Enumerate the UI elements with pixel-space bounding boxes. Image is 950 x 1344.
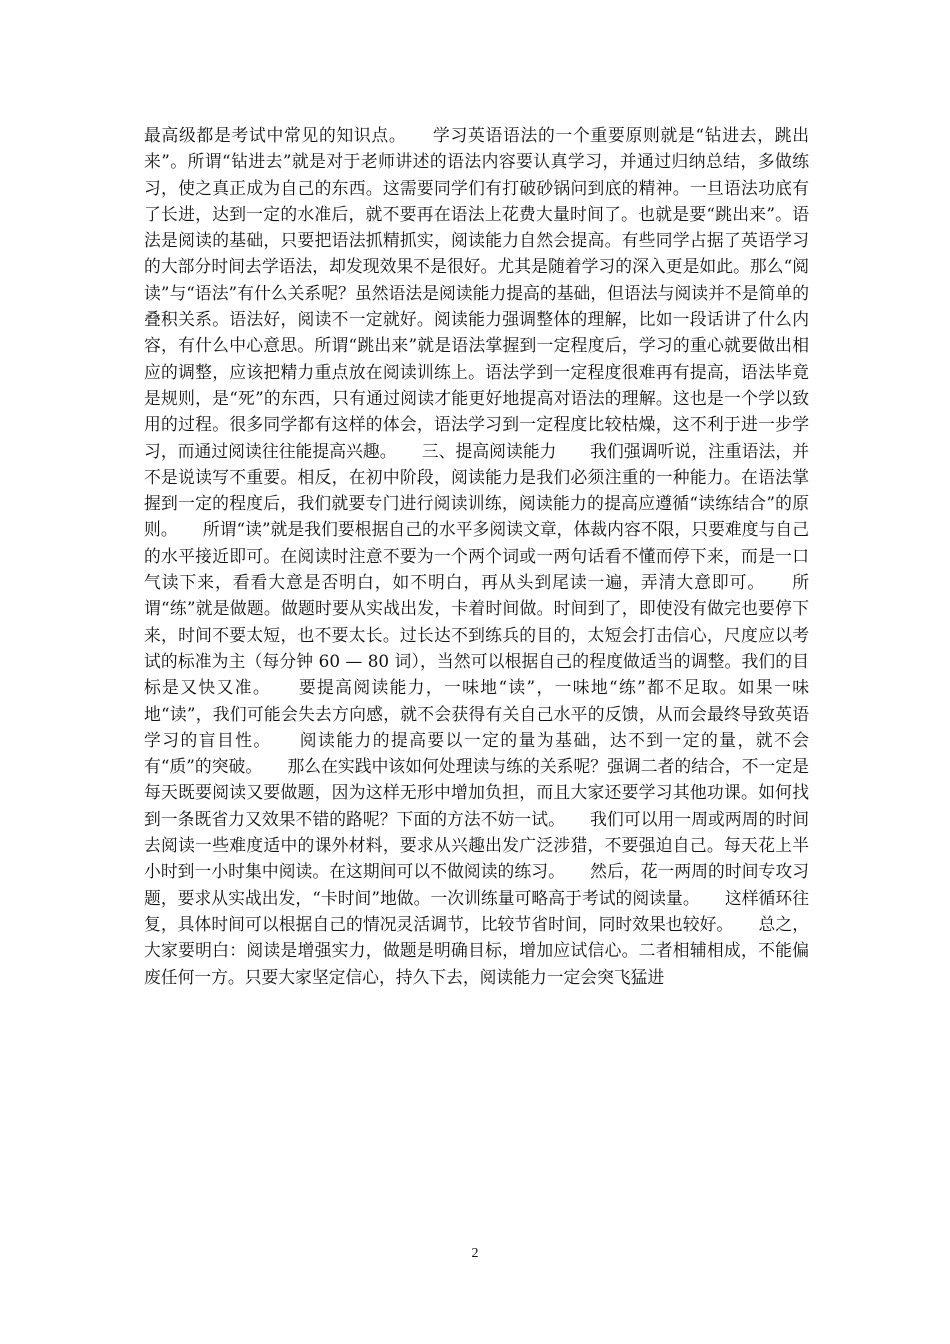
page-number: 2: [471, 1246, 479, 1261]
body-paragraph: 最高级都是考试中常见的知识点。 学习英语语法的一个重要原则就是“钻进去，跳出来”。所谓“钻进去”就是对于老师讲述的语法内容要认真学习，并通过归纳总结，多做练习，使之真正成为自己的东西。这需要同学们有打破砂锅问到底的精神。一旦语法功底有了长进，达到一定的水准后，就不要再在语法上花费大量时间了。也就是要“跳出来”。语法是阅读的基础，只要把语法抓精抓实，阅读能力自然会提高。有些同学占据了英语学习的大部分时间去学语法，却发现效果不是很好。尤其是随着学习的深入更是如此。那么“阅读”与“语法”有什么关系呢？虽然语法是阅读能力提高的基础，但语法与阅读并不是简单的叠积关系。语法好，阅读不一定就好。阅读能力强调整体的理解，比如一段话讲了什么内容，有什么中心意思。所谓“跳出来”就是语法掌握到一定程度后，学习的重心就要做出相应的调整，应该把精力重点放在阅读训练上。语法学到一定程度很难再有提高，语法毕竟是规则，是“死”的东西，只有通过阅读才能更好地提高对语法的理解。这也是一个学以致用的过程。很多同学都有这样的体会，语法学习到一定程度比较枯燥，这不利于进一步学习，而通过阅读往往能提高兴趣。 三、提高阅读能力 我们强调听说，注重语法，并不是说读写不重要。相反，在初中阶段，阅读能力是我们必须注重的一种能力。在语法掌握到一定的程度后，我们就要专门进行阅读训练，阅读能力的提高应遵循“读练结合”的原则。 所谓“读”就是我们要根据自己的水平多阅读文章，体裁内容不限，只要难度与自己的水平接近即可。在阅读时注意不要为一个两个词或一两句话看不懂而停下来，而是一口气读下来，看看大意是否明白，如不明白，再从头到尾读一遍，弄清大意即可。 所谓“练”就是做题。做题时要从实战出发，卡着时间做。时间到了，即使没有做完也要停下来，时间不要太短，也不要太长。过长达不到练兵的目的，太短会打击信心，尺度应以考试的标准为主（每分钟 60 — 80 词），当然可以根据自己的程度做适当的调整。我们的目标是又快又准。 要提高阅读能力，一味地“读”，一味地“练”都不足取。如果一味地“读”，我们可能会失去方向感，就不会获得有关自己水平的反馈，从而会最终导致英语学习的盲目性。 阅读能力的提高要以一定的量为基础，达不到一定的量，就不会有“质”的突破。 那么在实践中该如何处理读与练的关系呢？强调二者的结合，不一定是每天既要阅读又要做题，因为这样无形中增加负担，而且大家还要学习其他功课。如何找到一条既省力又效果不错的路呢？下面的方法不妨一试。 我们可以用一周或两周的时间去阅读一些难度适中的课外材料，要求从兴趣出发广泛涉猎，不要强迫自己。每天花上半小时到一小时集中阅读。在这期间可以不做阅读的练习。 然后，花一两周的时间专攻习题，要求从实战出发，“卡时间”地做。一次训练量可略高于考试的阅读量。 这样循环往复，具体时间可以根据自己的情况灵活调节，比较节省时间，同时效果也较好。 总之，大家要明白：阅读是增强实力，做题是明确目标，增加应试信心。二者相辅相成，不能偏废任何一方。只要大家坚定信心，持久下去，阅读能力一定会突飞猛进: [144, 125, 809, 987]
